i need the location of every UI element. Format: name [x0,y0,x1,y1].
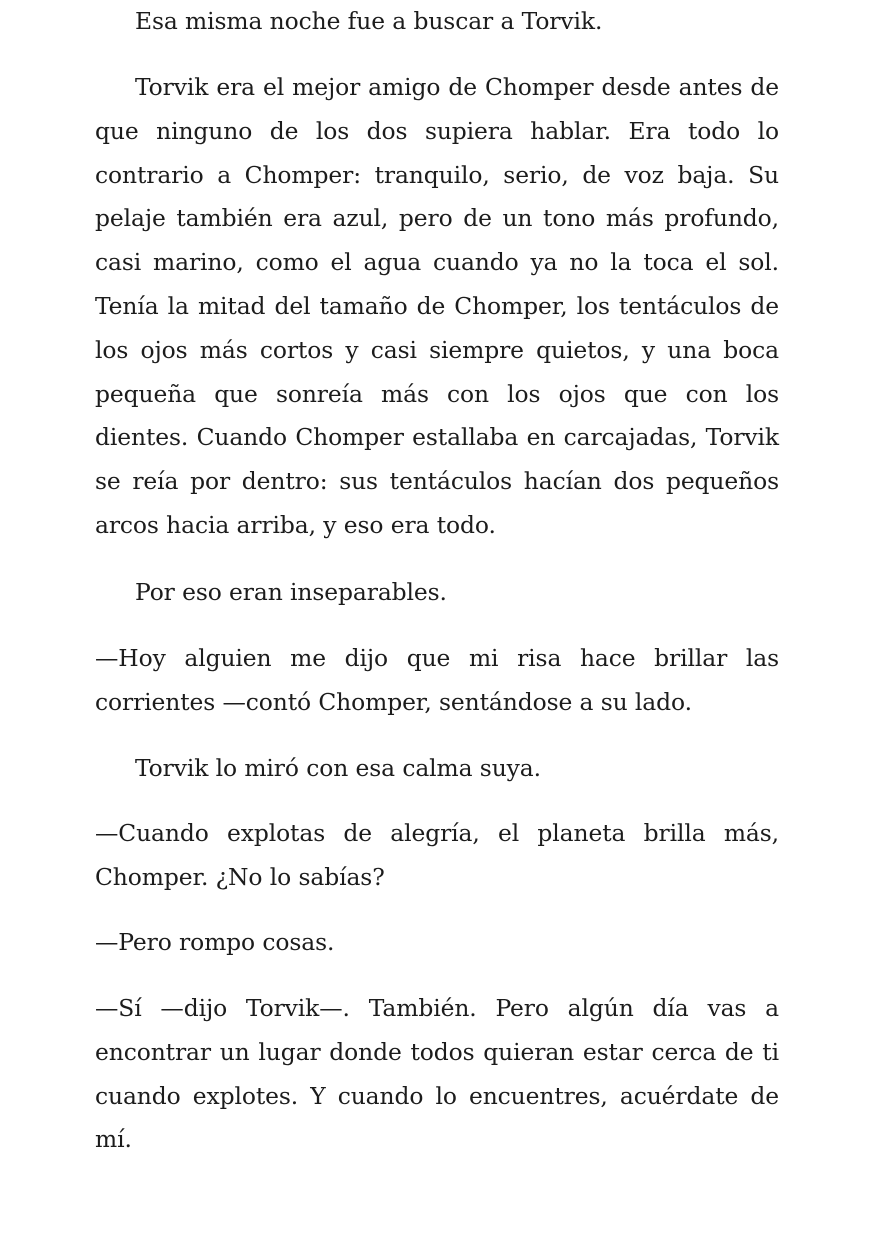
dialogue-4: —Sí —dijo Torvik—. También. Pero algún día vas a encontrar un lugar donde todos quieran estar cerca de ti cuando explotes. Y cuando lo encuentres, acuérdate de mí. [95,994,779,1154]
dialogue-2: —Cuando explotas de alegría, el planeta brilla más, Chomper. ¿No lo sabías? [95,819,779,891]
paragraph-4: Torvik lo miró con esa calma suya. [135,754,541,782]
paragraph-2: Torvik era el mejor amigo de Chomper desde antes de que ninguno de los dos supiera hablar. Era todo lo contrario a Chomper: tranquilo, serio, de voz baja. Su pelaje también era azul, pero de un tono más profundo, casi marino, como el agua cuando ya no la toca el sol. Tenía la mitad del tamaño de Chomper, los tentáculos de los ojos más cortos y casi siempre quietos, y una boca pequeña que sonreía más con los ojos que con los dientes. Cuando Chomper estallaba en carcajadas, Torvik se reía por dentro: sus tentáculos hacían dos pequeños arcos hacia arriba, y eso era todo. [95,73,779,539]
paragraph-3: Por eso eran inseparables. [135,578,447,606]
paragraph-1: Esa misma noche fue a buscar a Torvik. [135,7,603,35]
dialogue-3: —Pero rompo cosas. [95,928,335,956]
dialogue-1: —Hoy alguien me dijo que mi risa hace brillar las corrientes —contó Chomper, sentándose a su lado. [95,644,779,716]
